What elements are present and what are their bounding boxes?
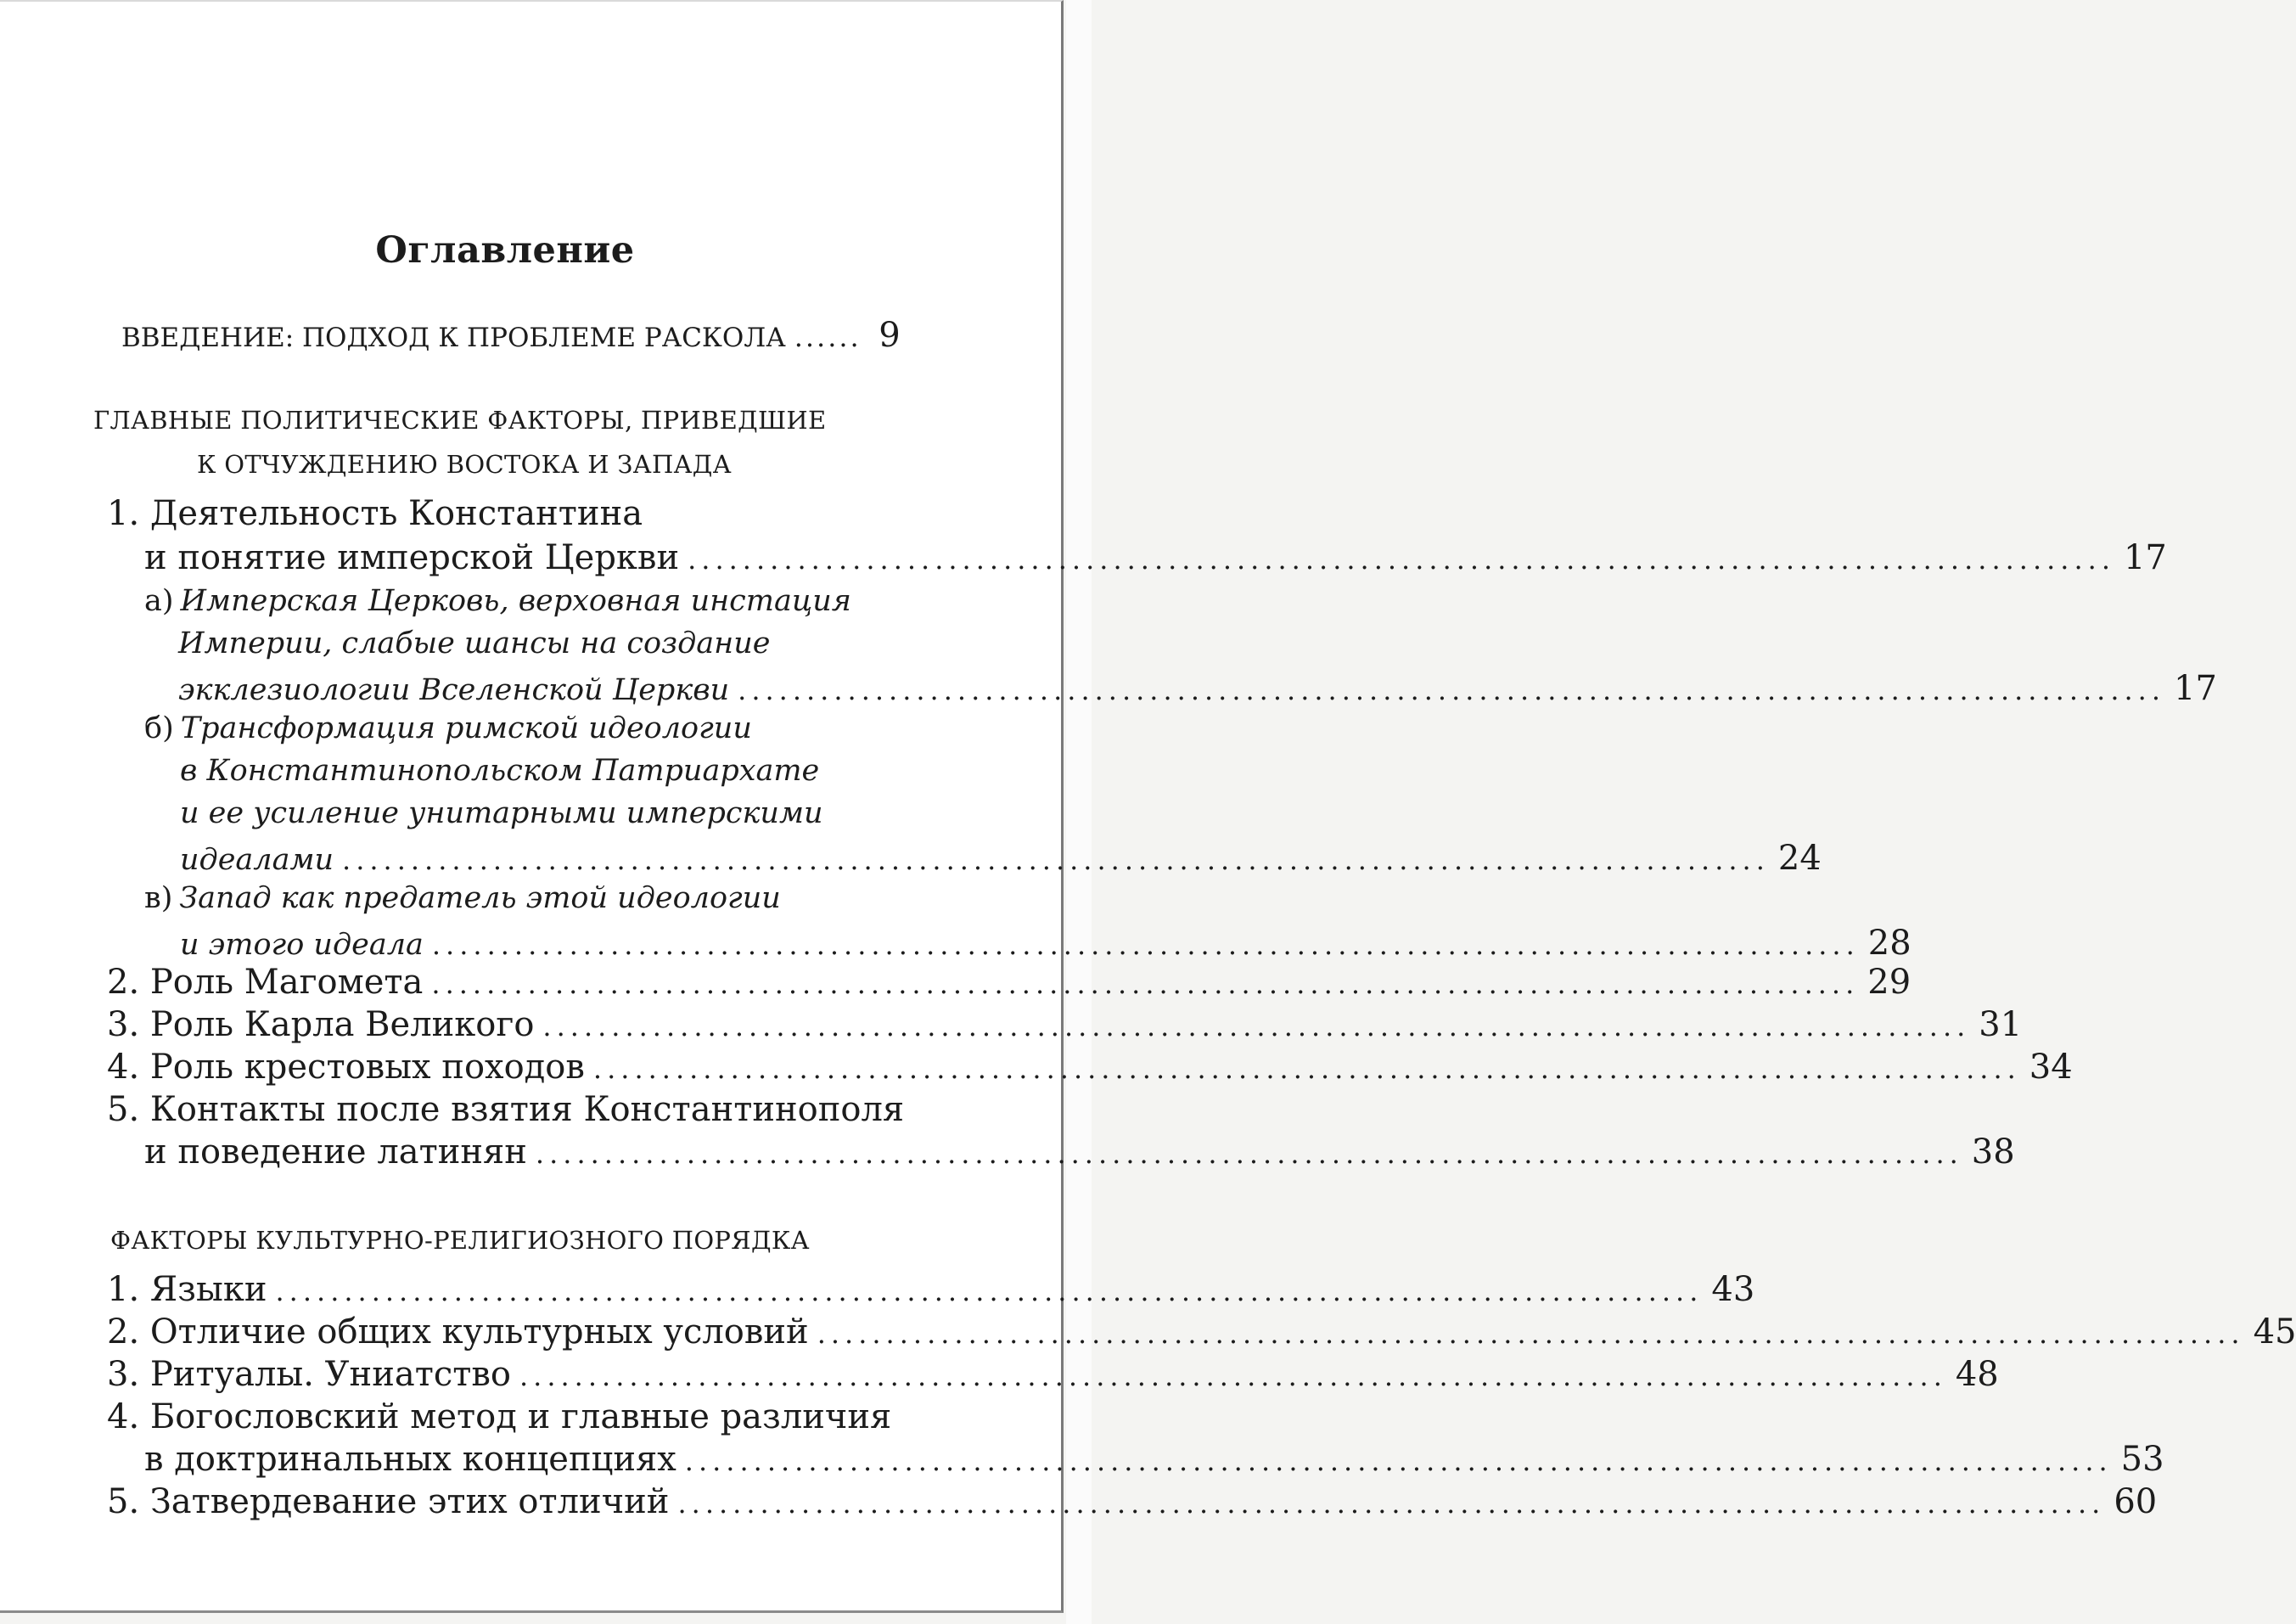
dot-leader: ........................................................................................................ (431, 968, 1860, 1000)
toc-entry-s2-4 (144, 1440, 2164, 1479)
dot-leader: ........................................................................................................ (535, 1138, 1963, 1170)
toc-entry-1 (144, 538, 2167, 577)
toc-entry-text: 4. Богословский метод и главные различия (107, 1397, 892, 1436)
section-heading-1-cont: К ОТЧУЖДЕНИЮ ВОСТОКА И ЗАПАДА (197, 450, 732, 479)
toc-entry-text: 5. Затвердевание этих отличий (107, 1482, 670, 1521)
toc-entry-s2-1 (107, 1270, 1755, 1309)
dot-leader: ........................................................................................................ (542, 1010, 1971, 1042)
toc-page-number: 43 (1711, 1270, 1755, 1309)
dot-leader: ........................................................................................................ (519, 1360, 1947, 1392)
toc-subentry-text: идеалами (180, 843, 334, 877)
toc-page-number: 48 (1955, 1355, 1999, 1394)
toc-entry-2 (107, 963, 1911, 1002)
toc-entry-text: 3. Роль Карла Великого (107, 1005, 535, 1044)
toc-page-number: 31 (1979, 1005, 2023, 1044)
dot-leader: ........................................................................................................ (684, 1445, 2113, 1477)
toc-entry-s2-5 (107, 1482, 2158, 1521)
section-heading-1: ГЛАВНЫЕ ПОЛИТИЧЕСКИЕ ФАКТОРЫ, ПРИВЕДШИЕ (93, 406, 827, 435)
toc-subentry-text: экклезиологии Вселенской Церкви (178, 673, 730, 707)
dot-leader: ........................................................................................................ (738, 674, 2166, 706)
toc-entry-text: в доктринальных концепциях (144, 1440, 676, 1479)
dot-leader: ........................................................................................................ (342, 844, 1770, 876)
toc-subentry-a-line2 (178, 627, 770, 660)
toc-page-number: 28 (1867, 924, 1911, 963)
toc-page-number: 29 (1867, 963, 1911, 1002)
dot-leader: ........................................................................................................ (677, 1487, 2106, 1520)
toc-subentry-text: Трансформация римской идеологии (180, 711, 752, 745)
toc-subentry-text: Имперская Церковь, верховная инстация (180, 584, 851, 618)
dot-leader: ........................................................................................................ (431, 929, 1860, 961)
toc-subentry-b (180, 839, 1822, 878)
toc-page-number: 53 (2120, 1440, 2164, 1479)
toc-subentry-text: и ее усиление унитарными имперскими (180, 796, 823, 830)
toc-page-number: 9 (879, 316, 901, 355)
toc-page-number: 38 (1971, 1132, 2015, 1172)
section-heading-2: ФАКТОРЫ КУЛЬТУРНО-РЕЛИГИОЗНОГО ПОРЯДКА (110, 1226, 810, 1255)
toc-entry-intro (121, 316, 954, 355)
toc-entry-s2-3 (107, 1355, 1999, 1394)
toc-subentry-b-line2 (180, 754, 819, 788)
toc-subentry-text: Империи, слабые шансы на создание (178, 627, 771, 660)
toc-page-number: 60 (2114, 1482, 2158, 1521)
toc-subentry-text: и этого идеала (180, 928, 424, 962)
toc-subentry-c-line1 (144, 881, 781, 915)
toc-entry-4 (107, 1048, 2073, 1087)
toc-subentry-c (180, 924, 1911, 963)
toc-page-number: 45 (2253, 1312, 2296, 1351)
toc-subentry-label: а) (144, 584, 174, 618)
toc-entry-text: 1. Языки (107, 1270, 267, 1309)
toc-entry-5 (144, 1132, 2015, 1172)
toc-subentry-b-line3 (180, 796, 823, 830)
toc-entry-text: и понятие имперской Церкви (144, 538, 680, 577)
toc-entry-text: 2. Роль Магомета (107, 963, 424, 1002)
toc-subentry-text: Запад как предатель этой идеологии (179, 881, 781, 915)
toc-subentry-b-line1 (144, 711, 752, 745)
toc-entry-s2-4-line1 (107, 1397, 891, 1436)
toc-entry-text: 3. Ритуалы. Униатство (107, 1355, 511, 1394)
toc-page-number: 17 (2123, 538, 2167, 577)
page-title: Оглавление (375, 229, 635, 272)
toc-subentry-text: в Константинопольском Патриархате (180, 754, 820, 788)
toc-entry-5-line1 (107, 1090, 904, 1129)
toc-subentry-a (178, 669, 2217, 708)
toc-entry-text: ВВЕДЕНИЕ: ПОДХОД К ПРОБЛЕМЕ РАСКОЛА (121, 323, 786, 353)
toc-entry-1-line1 (107, 494, 643, 533)
dot-leader: ...... (794, 321, 862, 353)
toc-subentry-label: б) (144, 711, 174, 745)
toc-subentry-label: в) (144, 881, 173, 915)
toc-entry-text: 2. Отличие общих культурных условий (107, 1312, 809, 1351)
toc-entry-s2-2 (107, 1312, 2296, 1351)
dot-leader: ........................................................................................................ (688, 543, 2115, 576)
toc-subentry-a-line1 (144, 584, 851, 618)
toc-entry-text: 5. Контакты после взятия Константинополя (107, 1090, 905, 1129)
toc-entry-text: 1. Деятельность Константина (107, 494, 643, 533)
toc-page-number: 24 (1777, 839, 1822, 878)
toc-entry-text: и поведение латинян (144, 1132, 527, 1172)
toc-page-number: 34 (2029, 1048, 2073, 1087)
toc-page-number: 17 (2174, 669, 2217, 708)
dot-leader: ........................................................................................................ (817, 1318, 2245, 1350)
toc-entry-text: 4. Роль крестовых походов (107, 1048, 585, 1087)
dot-leader: ........................................................................................................ (275, 1275, 1704, 1307)
dot-leader: ........................................................................................................ (592, 1053, 2021, 1085)
toc-entry-3 (107, 1005, 2023, 1044)
